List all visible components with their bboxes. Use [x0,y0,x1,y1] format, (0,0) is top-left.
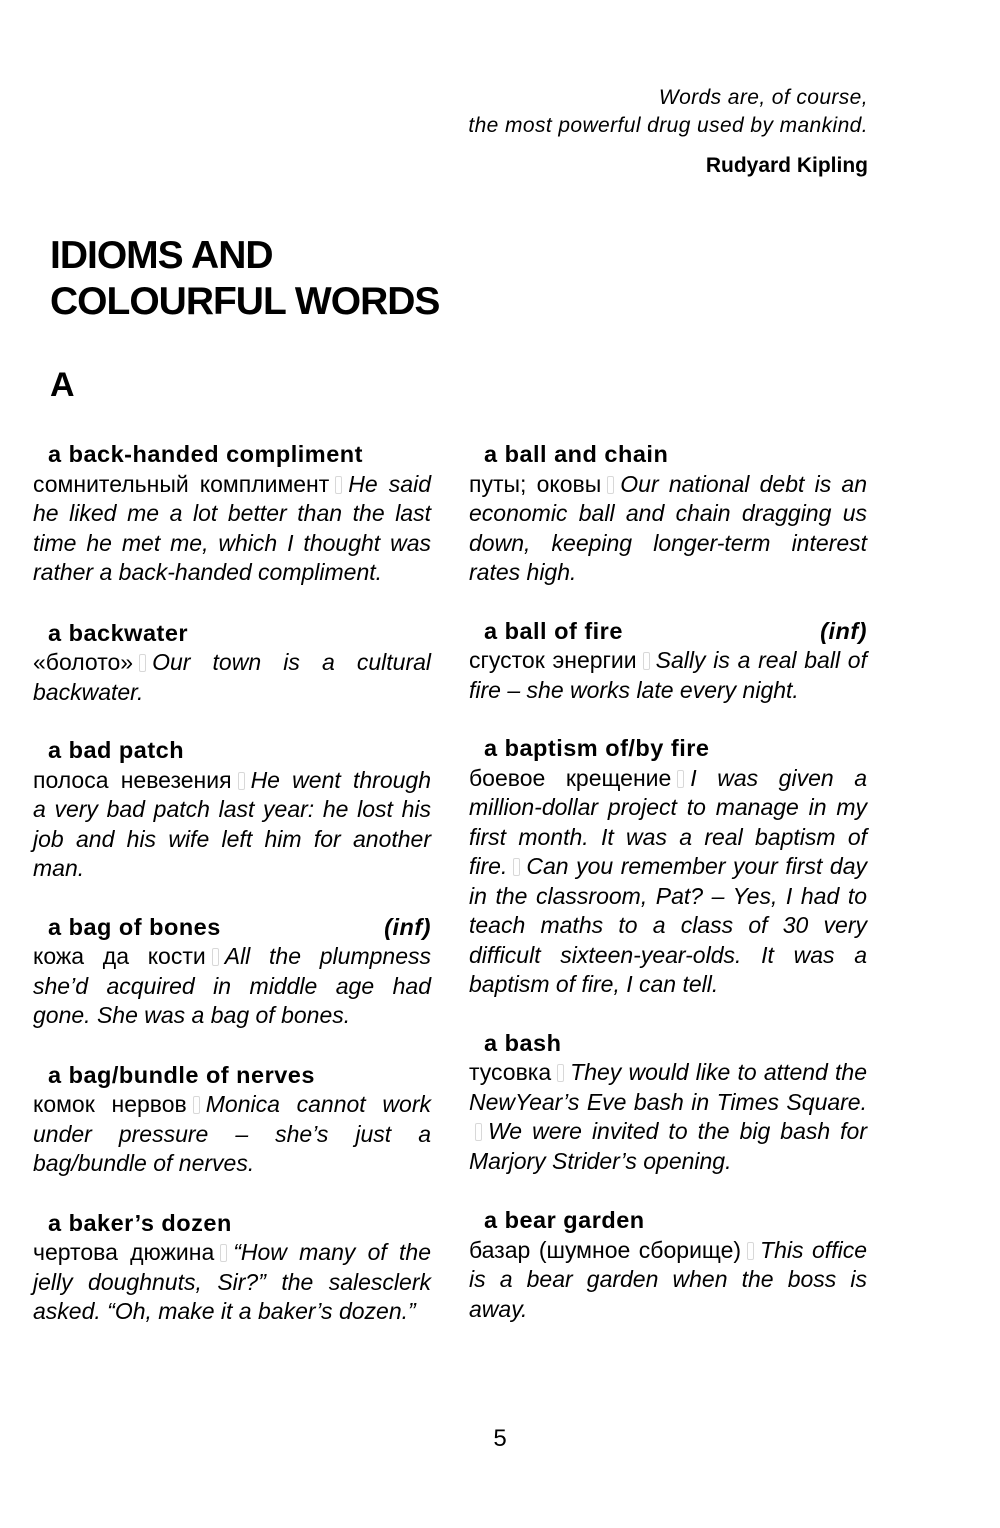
entry-body [33,942,431,1031]
entry-translation: сомнительный комплимент [33,470,330,497]
separator-icon [220,1244,227,1262]
separator-icon [513,858,520,876]
entry-body [469,764,867,1000]
dictionary-entry [33,913,431,1031]
entry-translation: полоса невезения [33,766,232,793]
entry-headword-row [33,1061,431,1091]
dictionary-entry [469,617,867,706]
entry-body [469,1058,867,1176]
separator-icon [193,1096,200,1114]
entry-translation: путы; оковы [469,470,602,497]
entry-headword-row [33,619,431,649]
separator-icon [607,476,614,494]
entry-example: Our town is a cultural backwater. [33,649,431,705]
entry-body [33,648,431,707]
entry-headword-row [469,440,867,470]
entry-example: Our national debt is an economic ball and chain dragging us down, keeping longer-term interest rates high. [469,470,867,585]
entry-example: They would like to attend the NewYear’s Eve bash in Times Square. [469,1059,867,1115]
entry-headword-row [33,1209,431,1239]
dictionary-entry [33,440,431,588]
entry-example: “How many of the jelly doughnuts, Sir?” the salesclerk asked. “Oh, make it a baker’s dozen.” [33,1239,431,1324]
entry-headword-row [469,1029,867,1059]
entry-headword-row [469,617,867,647]
entry-translation: «болото» [33,649,134,675]
entry-example: Sally is a real ball of fire – she works late every night. [469,647,867,703]
separator-icon [557,1064,564,1082]
entry-term: a bag of bones [48,913,221,940]
chapter-title-line-1: IDIOMS AND [50,234,273,277]
entry-term: a bad patch [48,737,185,763]
separator-icon [643,652,650,670]
entry-body [33,1238,431,1327]
dictionary-entry [469,440,867,588]
entry-example: I was given a million-dollar project to manage in my first month. It was a real baptism of fire. [469,764,867,879]
entry-term: a bear garden [484,1207,645,1233]
dictionary-entry [33,1209,431,1327]
entry-term: a ball of fire [484,617,623,644]
entry-translation: комок нервов [33,1091,187,1117]
entry-headword-row [469,734,867,764]
entry-term: a bag/bundle of nerves [48,1061,315,1088]
entry-tag: (inf) [820,617,867,644]
entry-headword-row [33,913,431,943]
entry-translation: сгусток энергии [469,647,637,673]
entry-headword-row [469,1206,867,1236]
entry-translation: боевое крещение [469,764,672,791]
page-number: 5 [493,1425,507,1452]
entry-body [469,1236,867,1325]
entry-body [469,470,867,588]
epigraph [468,84,868,178]
entry-example: He said he liked me a lot better than the last time he met me, which I thought was rather a back-handed compliment. [33,470,431,585]
separator-icon [238,772,245,790]
separator-icon [335,476,342,494]
epigraph-line-2: the most powerful drug used by mankind. [468,114,868,137]
entry-body [33,1090,431,1179]
epigraph-line-1: Words are, of course, [658,86,868,109]
epigraph-author: Rudyard Kipling [705,154,868,177]
entry-example-2: We were invited to the big bash for Marjory Strider’s opening. [469,1118,867,1174]
entry-example: Monica cannot work under pressure – she’s just a bag/bundle of nerves. [33,1091,431,1176]
dictionary-entry [33,736,431,884]
entry-term: a bash [484,1029,562,1056]
entry-headword-row [33,736,431,766]
separator-icon [677,770,684,788]
entry-term: a baker’s dozen [48,1209,232,1236]
dictionary-entry [469,734,867,1000]
entry-translation: кожа да кости [33,943,206,969]
entry-body [469,646,867,705]
separator-icon [475,1123,482,1141]
separator-icon [139,654,146,672]
dictionary-entry [469,1206,867,1324]
entry-example: All the plumpness she’d acquired in middle age had gone. She was a bag of bones. [33,943,431,1028]
separator-icon [747,1242,754,1260]
entry-body [33,766,431,884]
right-column [469,440,867,1324]
entry-example: This office is a bear garden when the boss is away. [469,1236,867,1322]
entry-example: He went through a very bad patch last year: he lost his job and his wife left him for another man. [33,766,432,881]
dictionary-entry [469,1029,867,1177]
entry-translation: чертова дюжина [33,1239,215,1265]
entry-headword-row [33,440,431,470]
entry-term: a backwater [48,619,189,646]
dictionary-entry [33,619,431,708]
left-column [33,440,431,1327]
separator-icon [212,948,219,966]
section-letter: A [50,366,75,404]
entry-term: a baptism of/by fire [484,735,710,761]
dictionary-entry [33,1061,431,1179]
entry-term: a ball and chain [484,441,669,467]
chapter-title-line-2: COLOURFUL WORDS [50,280,440,323]
entry-term: a back-handed compliment [48,441,363,467]
entry-tag: (inf) [384,913,431,940]
entry-body [33,470,431,588]
entry-translation: тусовка [469,1059,552,1085]
entry-translation: базар (шумное сборище) [469,1236,742,1263]
entry-example-2: Can you remember your first day in the classroom, Pat? – Yes, I had to teach maths to a class of 30 very difficult sixteen-year-olds. It was a baptism of fire, I can tell. [469,853,867,997]
chapter-title [50,233,439,325]
